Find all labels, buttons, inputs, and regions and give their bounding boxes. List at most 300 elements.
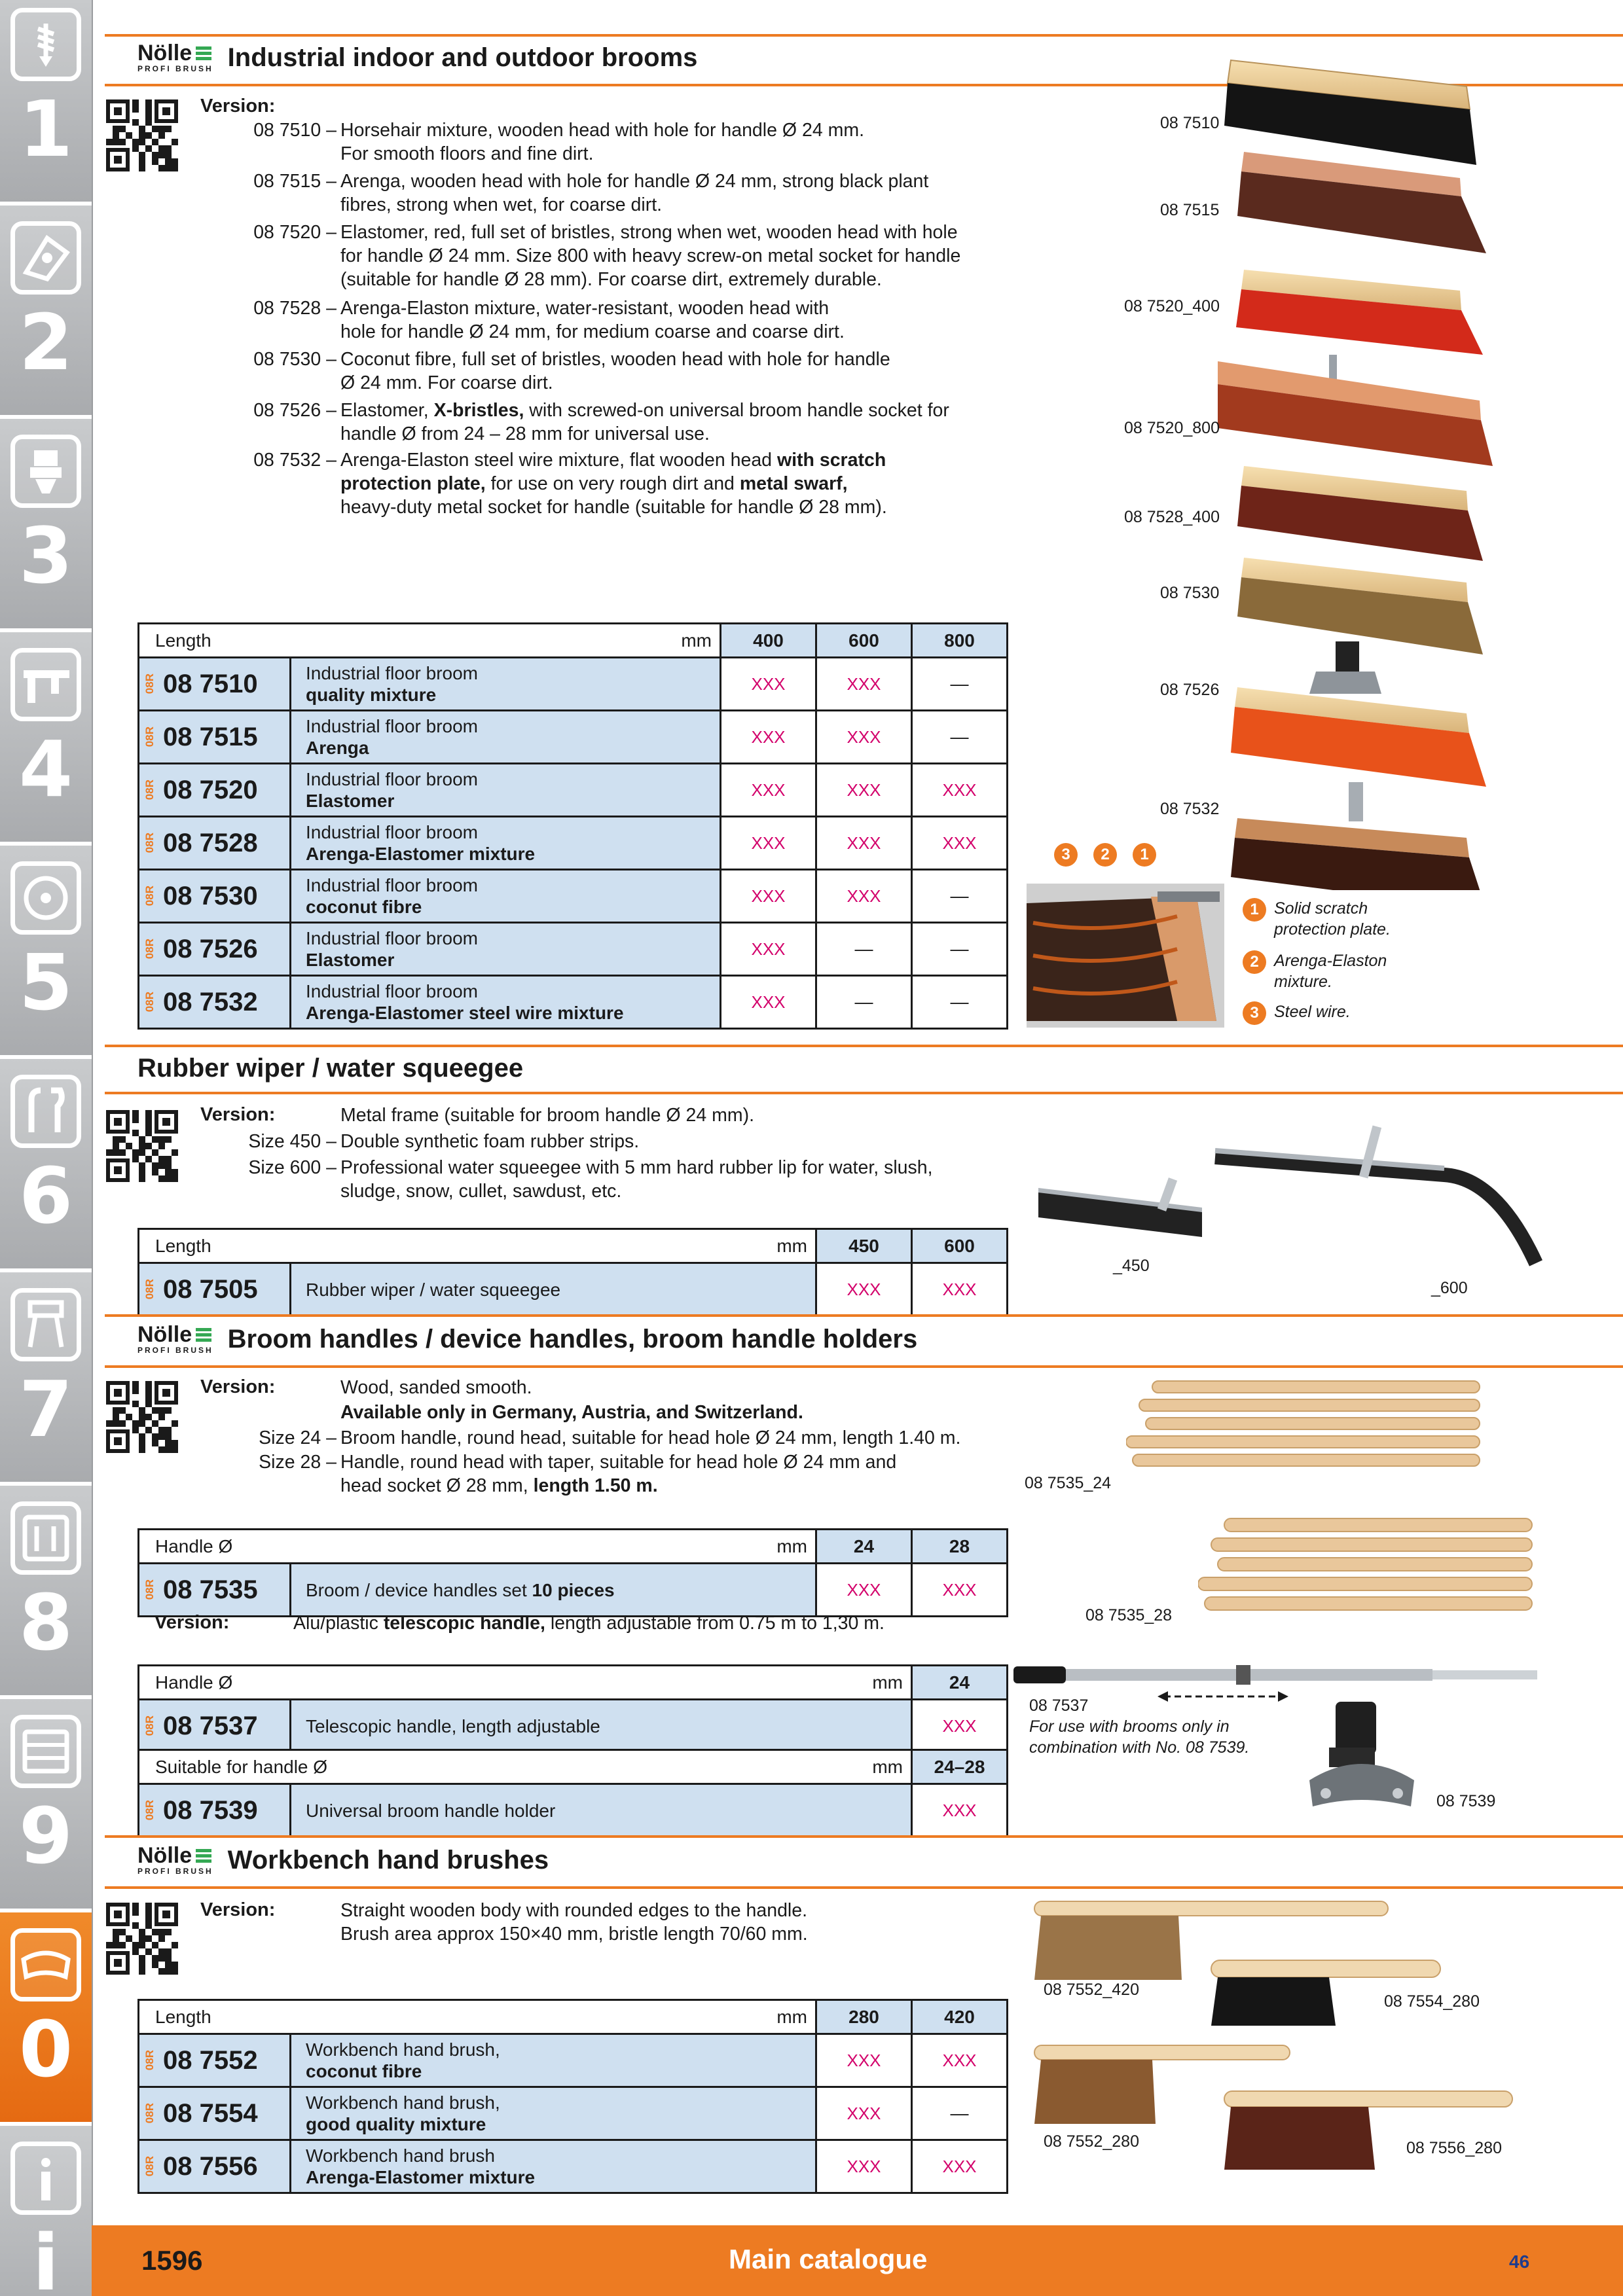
not-available-cell: —	[912, 658, 1008, 711]
description-line: Rubber wiper / water squeegee	[306, 1279, 561, 1300]
not-available-cell: —	[816, 923, 912, 976]
version-text-part: Arenga-Elaston steel wire mixture, flat wooden head	[340, 450, 777, 471]
table-size-header: 600	[912, 1229, 1008, 1263]
version-item	[200, 1156, 933, 1203]
table-size-header: 24	[816, 1530, 912, 1564]
version-text: Double synthetic foam rubber strips.	[340, 1131, 640, 1152]
section-rule	[105, 34, 1623, 37]
description-line: Industrial floor broom	[306, 663, 479, 683]
workbench-icon	[10, 1715, 81, 1788]
image-label: 08 7552_420	[1044, 1981, 1139, 1999]
article-number[interactable]: 08 7526	[163, 934, 258, 963]
image-label: 08 7552_280	[1044, 2132, 1139, 2151]
price-cell[interactable]: XXX	[912, 2140, 1008, 2193]
version-text-part: with screwed-on universal broom handle socket for handle Ø from 24 – 28 mm for universal use.	[340, 400, 949, 444]
section-title: Rubber wiper / water squeegee	[137, 1054, 524, 1083]
table-row	[139, 1564, 1008, 1617]
sidebar-tab[interactable]	[0, 632, 92, 846]
version-text-bold: metal swarf,	[739, 473, 848, 494]
version-text: Professional water squeegee with 5 mm hard rubber lip for water, slush, sludge, snow, cullet, sawdust, etc.	[340, 1157, 933, 1202]
sidebar-tab[interactable]	[0, 2126, 92, 2296]
brand-name: Nölle	[137, 1843, 192, 1868]
image-note: For use with brooms only in combination with No. 08 7539.	[1029, 1717, 1250, 1757]
article-prefix: 08R	[143, 939, 156, 960]
price-cell[interactable]: XXX	[912, 1564, 1008, 1617]
version-code	[200, 1401, 340, 1424]
badge: 3	[1054, 843, 1078, 867]
qr-code-graphic	[103, 1107, 181, 1185]
price-cell[interactable]: XXX	[912, 1700, 1008, 1753]
description-cell	[291, 870, 721, 923]
article-cell	[139, 2140, 291, 2193]
price-cell[interactable]: XXX	[912, 764, 1008, 817]
product-table-brooms	[137, 622, 1008, 1030]
version-code	[200, 1376, 340, 1399]
note-text: Arenga-Elaston mixture.	[1274, 952, 1387, 991]
section-header-squeegee	[137, 1054, 523, 1083]
handles-28-image	[1198, 1512, 1539, 1617]
version-item	[200, 348, 890, 395]
price-cell[interactable]: XXX	[721, 870, 816, 923]
version-item	[200, 221, 960, 291]
sidebar-tab-number: 8	[18, 1577, 73, 1668]
info-icon	[10, 2142, 81, 2215]
brand-subtitle: PROFI BRUSH	[137, 64, 213, 73]
version-item	[293, 1611, 884, 1635]
telescopic-handle-image	[1013, 1662, 1550, 1715]
handles-24-image	[1126, 1374, 1493, 1473]
sidebar-tab-number: 4	[18, 724, 73, 814]
description-cell	[291, 817, 721, 870]
table-header-row	[139, 624, 1008, 658]
not-available-cell: —	[912, 711, 1008, 764]
price-cell[interactable]: XXX	[816, 817, 912, 870]
version-text: Metal frame (suitable for broom handle Ø 24 mm).	[340, 1105, 754, 1126]
price-cell[interactable]: XXX	[912, 817, 1008, 870]
version-code	[200, 1103, 340, 1127]
not-available-cell: —	[912, 2087, 1008, 2140]
drill-bit-icon	[10, 8, 81, 81]
brand-bars-icon	[196, 46, 211, 60]
sidebar-tab[interactable]	[0, 1699, 92, 1912]
detail-photo	[1027, 884, 1224, 1028]
qr-code-graphic	[103, 97, 181, 174]
broom-images-2	[1218, 641, 1499, 890]
article-number[interactable]: 08 7528	[163, 828, 258, 857]
version-text-part: heavy-duty metal socket for handle (suitable for handle Ø 28 mm).	[340, 497, 887, 518]
description-cell	[291, 2087, 816, 2140]
brand-bars-icon	[196, 1849, 211, 1863]
section-header-brushes	[137, 1844, 549, 1876]
version-text: Arenga-Elaston mixture, water-resistant, wooden head with hole for handle Ø 24 mm, for medium coarse and coarse dirt.	[340, 298, 845, 342]
description-cell	[291, 764, 721, 817]
badge: 1	[1133, 843, 1156, 867]
description-cell	[291, 1784, 912, 1837]
version-code: Size 28 –	[259, 1452, 337, 1473]
version-code: Size 450 –	[248, 1131, 337, 1152]
product-table-brushes	[137, 1999, 1008, 2194]
description-cell	[291, 711, 721, 764]
table-size-header: 24–28	[912, 1750, 1008, 1784]
price-cell[interactable]: XXX	[721, 658, 816, 711]
description-line: Universal broom handle holder	[306, 1800, 556, 1821]
version-code: Size 600 –	[248, 1157, 337, 1178]
not-available-cell: —	[912, 923, 1008, 976]
price-cell[interactable]: XXX	[721, 711, 816, 764]
article-cell	[139, 2087, 291, 2140]
table-size-header: 400	[721, 624, 816, 658]
description-line: Workbench hand brush	[306, 2145, 495, 2166]
version-label: Version:	[200, 1376, 276, 1397]
holder-illustration	[1303, 1702, 1421, 1820]
table-row	[139, 817, 1008, 870]
table-size-header: 800	[912, 624, 1008, 658]
table-size-header: 420	[912, 2000, 1008, 2034]
sidebar-tab-number: 7	[18, 1364, 73, 1454]
version-label: Version:	[200, 1104, 276, 1125]
table-header-label: Handle Ø	[155, 1535, 233, 1556]
sidebar-tab-number: 0	[18, 2004, 73, 2094]
image-label: 08 7554_280	[1384, 1992, 1480, 2011]
table-header-cell	[139, 1229, 816, 1263]
version-text: Broom handle, round head, suitable for head hole Ø 24 mm, length 1.40 m.	[340, 1427, 961, 1448]
version-text: Straight wooden body with rounded edges to the handle. Brush area approx 150×40 mm, bristle length 70/60 mm.	[340, 1900, 808, 1945]
image-label: 08 7526	[1160, 681, 1220, 699]
image-label: 08 7539	[1436, 1792, 1496, 1810]
tool-holder-icon	[10, 435, 81, 508]
image-label: 08 7510	[1160, 114, 1220, 132]
section-rule	[105, 1835, 1623, 1838]
footer-number: 46	[1509, 2251, 1530, 2272]
version-label: Version:	[200, 96, 276, 117]
article-prefix: 08R	[143, 2103, 156, 2124]
description-bold: Arenga-Elastomer mixture	[306, 844, 536, 864]
price-cell[interactable]: XXX	[721, 817, 816, 870]
description-part: Broom / device handles set	[306, 1579, 532, 1600]
article-number[interactable]: 08 7510	[163, 669, 258, 698]
sidebar-tab[interactable]	[0, 206, 92, 419]
article-prefix: 08R	[143, 1279, 156, 1300]
section-rule	[105, 1092, 1623, 1094]
brand-subtitle: PROFI BRUSH	[137, 1867, 213, 1876]
brand-logo	[137, 1844, 213, 1876]
qr-code-icon[interactable]	[103, 97, 181, 174]
saw-blade-icon	[10, 861, 81, 935]
table-header-unit: mm	[776, 1535, 807, 1556]
version-code: 08 7530 –	[253, 349, 337, 370]
sidebar-tab[interactable]	[0, 419, 92, 632]
version-text	[340, 1401, 803, 1424]
price-cell[interactable]: XXX	[721, 764, 816, 817]
version-text: Arenga, wooden head with hole for handle Ø 24 mm, strong black plant fibres, strong when wet, for coarse dirt.	[340, 171, 929, 215]
qr-code-icon[interactable]	[103, 1107, 181, 1185]
article-number[interactable]: 08 7552	[163, 2045, 258, 2075]
sidebar-edge	[92, 0, 93, 2296]
table-row	[139, 1700, 1008, 1753]
description-cell	[291, 923, 721, 976]
article-number[interactable]: 08 7532	[163, 987, 258, 1016]
description-cell	[291, 2034, 816, 2087]
version-item	[200, 1401, 803, 1424]
description-line: Industrial floor broom	[306, 716, 479, 736]
product-table-telescopic	[137, 1664, 1008, 1753]
broom-illustrations-2	[1218, 641, 1499, 890]
version-code	[200, 1899, 340, 1946]
toolbox-icon	[10, 1501, 81, 1575]
sidebar-tab-number: i	[32, 2217, 60, 2296]
description-bold: coconut fibre	[306, 2061, 422, 2081]
article-cell	[139, 1784, 291, 1837]
sidebar-tab[interactable]	[0, 1272, 92, 1486]
description-bold: Arenga-Elastomer steel wire mixture	[306, 1003, 624, 1023]
version-code: 08 7532 –	[253, 450, 337, 471]
version-text-bold: Available only in Germany, Austria, and Switzerland.	[340, 1402, 803, 1423]
version-text-bold: with scratch protection plate,	[340, 450, 886, 494]
version-code: 08 7515 –	[253, 171, 337, 192]
price-cell[interactable]: XXX	[816, 1564, 912, 1617]
article-cell	[139, 1263, 291, 1316]
badge: 3	[1243, 1001, 1266, 1025]
sidebar-tab-number: 6	[18, 1151, 73, 1241]
catalogue-title: Main catalogue	[729, 2244, 928, 2274]
table-header-row	[139, 1666, 1008, 1700]
price-cell[interactable]: XXX	[912, 1263, 1008, 1316]
version-text-part: length adjustable from 0.75 m to 1,30 m.	[545, 1613, 884, 1634]
article-number[interactable]: 08 7535	[163, 1575, 258, 1604]
chapter-sidebar	[0, 0, 92, 2296]
cutting-insert-icon	[10, 221, 81, 295]
telescopic-handle-illustration	[1013, 1662, 1550, 1715]
detail-photo-illustration	[1027, 884, 1224, 1028]
article-prefix: 08R	[143, 833, 156, 853]
table-size-header: 450	[816, 1229, 912, 1263]
version-item	[200, 296, 845, 344]
version-text	[340, 1450, 896, 1498]
article-prefix: 08R	[143, 1579, 156, 1600]
sidebar-tab[interactable]	[0, 1059, 92, 1272]
version-code: 08 7520 –	[253, 222, 337, 243]
section-title: Industrial indoor and outdoor brooms	[227, 43, 698, 72]
version-text	[340, 399, 949, 446]
detail-note	[1243, 950, 1387, 992]
version-label: Version:	[155, 1612, 230, 1633]
article-cell	[139, 817, 291, 870]
section-rule	[105, 1314, 1623, 1317]
brand-logo	[137, 1323, 213, 1355]
image-label: _450	[1113, 1257, 1150, 1275]
version-item	[200, 1130, 639, 1153]
article-prefix: 08R	[143, 1715, 156, 1736]
section-header-handles	[137, 1323, 917, 1355]
price-cell[interactable]: XXX	[721, 923, 816, 976]
table-row	[139, 2087, 1008, 2140]
description-bold: coconut fibre	[306, 897, 422, 917]
table-header-unit: mm	[776, 2006, 807, 2027]
table-row	[139, 711, 1008, 764]
price-cell[interactable]: XXX	[816, 658, 912, 711]
version-code: 08 7510 –	[253, 120, 337, 141]
not-available-cell: —	[816, 976, 912, 1029]
description-cell	[291, 1263, 816, 1316]
detail-note	[1243, 898, 1391, 940]
version-item	[200, 118, 864, 166]
sidebar-tab-number: 2	[18, 297, 73, 387]
article-number[interactable]: 08 7556	[163, 2151, 258, 2181]
article-cell	[139, 2034, 291, 2087]
sidebar-tab[interactable]	[0, 0, 92, 206]
table-header-label: Handle Ø	[155, 1672, 233, 1693]
table-size-header: 280	[816, 2000, 912, 2034]
table-header-row	[139, 1530, 1008, 1564]
sidebar-tab-number: 1	[18, 84, 73, 174]
table-row	[139, 658, 1008, 711]
safety-goggles-icon	[10, 1928, 81, 2001]
badge: 2	[1243, 950, 1266, 974]
price-cell[interactable]: XXX	[816, 1263, 912, 1316]
description-line: Telescopic handle, length adjustable	[306, 1715, 600, 1736]
version-text-bold: telescopic handle,	[383, 1613, 545, 1634]
table-header-label: Length	[155, 630, 211, 651]
image-label: 08 7528_400	[1124, 508, 1220, 526]
description-cell	[291, 658, 721, 711]
table-header-row	[139, 1750, 1008, 1784]
article-cell	[139, 1700, 291, 1753]
version-text-bold: length 1.50 m.	[533, 1475, 658, 1496]
price-cell[interactable]: XXX	[816, 870, 912, 923]
note-text: Solid scratch protection plate.	[1274, 899, 1391, 939]
table-row	[139, 923, 1008, 976]
brand-name: Nölle	[137, 1322, 192, 1347]
article-number[interactable]: 08 7530	[163, 881, 258, 910]
product-table-squeegee	[137, 1228, 1008, 1317]
table-size-header: 28	[912, 1530, 1008, 1564]
version-item	[200, 170, 928, 217]
article-number[interactable]: 08 7520	[163, 775, 258, 804]
section-header-brooms	[137, 42, 697, 73]
article-prefix: 08R	[143, 2050, 156, 2071]
article-number[interactable]: 08 7515	[163, 722, 258, 751]
detail-note	[1243, 1001, 1351, 1025]
table-header-cell	[139, 1666, 912, 1700]
qr-code-graphic	[103, 1378, 181, 1456]
price-cell[interactable]: XXX	[912, 1784, 1008, 1837]
version-text	[293, 1611, 884, 1635]
price-cell[interactable]: XXX	[912, 2034, 1008, 2087]
article-number[interactable]: 08 7537	[163, 1711, 258, 1740]
article-number[interactable]: 08 7554	[163, 2098, 258, 2128]
article-prefix: 08R	[143, 886, 156, 906]
description-line: Workbench hand brush,	[306, 2039, 500, 2060]
price-cell[interactable]: XXX	[816, 764, 912, 817]
brand-logo	[137, 42, 213, 73]
description-bold: 10 pieces	[532, 1579, 615, 1600]
description-cell	[291, 1700, 912, 1753]
table-header-unit: mm	[681, 630, 712, 651]
sidebar-tab[interactable]	[0, 1912, 92, 2126]
table-header-label: Length	[155, 1235, 211, 1256]
table-row	[139, 976, 1008, 1029]
image-label: 08 7532	[1160, 800, 1220, 818]
table-row	[139, 1263, 1008, 1316]
version-code: Size 24 –	[259, 1427, 337, 1448]
sidebar-tab[interactable]	[0, 1486, 92, 1699]
description-line: Industrial floor broom	[306, 981, 479, 1001]
page-footer	[92, 2225, 1623, 2296]
version-text-part: for use on very rough dirt and	[485, 473, 740, 494]
version-item	[200, 399, 949, 446]
sidebar-tab-number: 9	[18, 1791, 73, 1881]
article-number[interactable]: 08 7505	[163, 1274, 258, 1304]
table-size-header: 600	[816, 624, 912, 658]
not-available-cell: —	[912, 976, 1008, 1029]
qr-code-icon[interactable]	[103, 1900, 181, 1977]
version-code: 08 7526 –	[253, 400, 337, 421]
image-label: _600	[1431, 1279, 1468, 1297]
sidebar-tab-number: 3	[18, 511, 73, 601]
price-cell[interactable]: XXX	[816, 2140, 912, 2193]
brand-bars-icon	[196, 1328, 211, 1342]
table-header-unit: mm	[776, 1235, 807, 1256]
table-header-row	[139, 2000, 1008, 2034]
section-title: Broom handles / device handles, broom handle holders	[227, 1324, 918, 1354]
article-number[interactable]: 08 7539	[163, 1795, 258, 1825]
price-cell[interactable]: XXX	[816, 2034, 912, 2087]
table-row	[139, 1784, 1008, 1837]
version-text-bold: X-bristles,	[433, 400, 524, 421]
version-text: Elastomer, red, full set of bristles, strong when wet, wooden head with hole for handle Ø 24 mm. Size 800 with heavy screw-on metal socket for handle (suitable for handle Ø 28 mm). For coarse dirt, extremely durable.	[340, 222, 961, 290]
article-cell	[139, 976, 291, 1029]
qr-code-icon[interactable]	[103, 1378, 181, 1456]
image-label: 08 7535_28	[1085, 1606, 1173, 1624]
article-prefix: 08R	[143, 992, 156, 1013]
description-line: Industrial floor broom	[306, 875, 479, 895]
qr-code-graphic	[103, 1900, 181, 1977]
description-bold: Arenga	[306, 738, 369, 758]
sidebar-tab[interactable]	[0, 846, 92, 1059]
article-cell	[139, 711, 291, 764]
image-label: 08 7530	[1160, 584, 1220, 602]
version-item	[200, 1426, 960, 1450]
image-label: 08 7556_280	[1406, 2139, 1502, 2157]
pliers-icon	[10, 1288, 81, 1361]
description-bold: good quality mixture	[306, 2114, 486, 2134]
broom-illustrations	[1218, 54, 1499, 708]
section-rule	[105, 1886, 1623, 1889]
price-cell[interactable]: XXX	[816, 711, 912, 764]
price-cell[interactable]: XXX	[721, 976, 816, 1029]
handles-28-illustration	[1198, 1512, 1539, 1617]
table-header-label: Suitable for handle Ø	[155, 1756, 328, 1777]
description-line	[306, 1579, 815, 1601]
table-size-header: 24	[912, 1666, 1008, 1700]
article-cell	[139, 658, 291, 711]
table-row	[139, 870, 1008, 923]
description-cell	[291, 976, 721, 1029]
section-title: Workbench hand brushes	[227, 1845, 549, 1874]
wrench-icon	[10, 1075, 81, 1148]
article-cell	[139, 1564, 291, 1617]
description-line: Workbench hand brush,	[306, 2092, 500, 2113]
section-rule	[105, 1365, 1623, 1368]
badge: 2	[1093, 843, 1117, 867]
price-cell[interactable]: XXX	[816, 2087, 912, 2140]
table-header-label: Length	[155, 2006, 211, 2027]
image-label: 08 7535_24	[1025, 1474, 1112, 1492]
description-bold: Elastomer	[306, 791, 395, 811]
article-prefix: 08R	[143, 780, 156, 800]
article-prefix: 08R	[143, 726, 156, 747]
table-header-cell	[139, 1530, 816, 1564]
